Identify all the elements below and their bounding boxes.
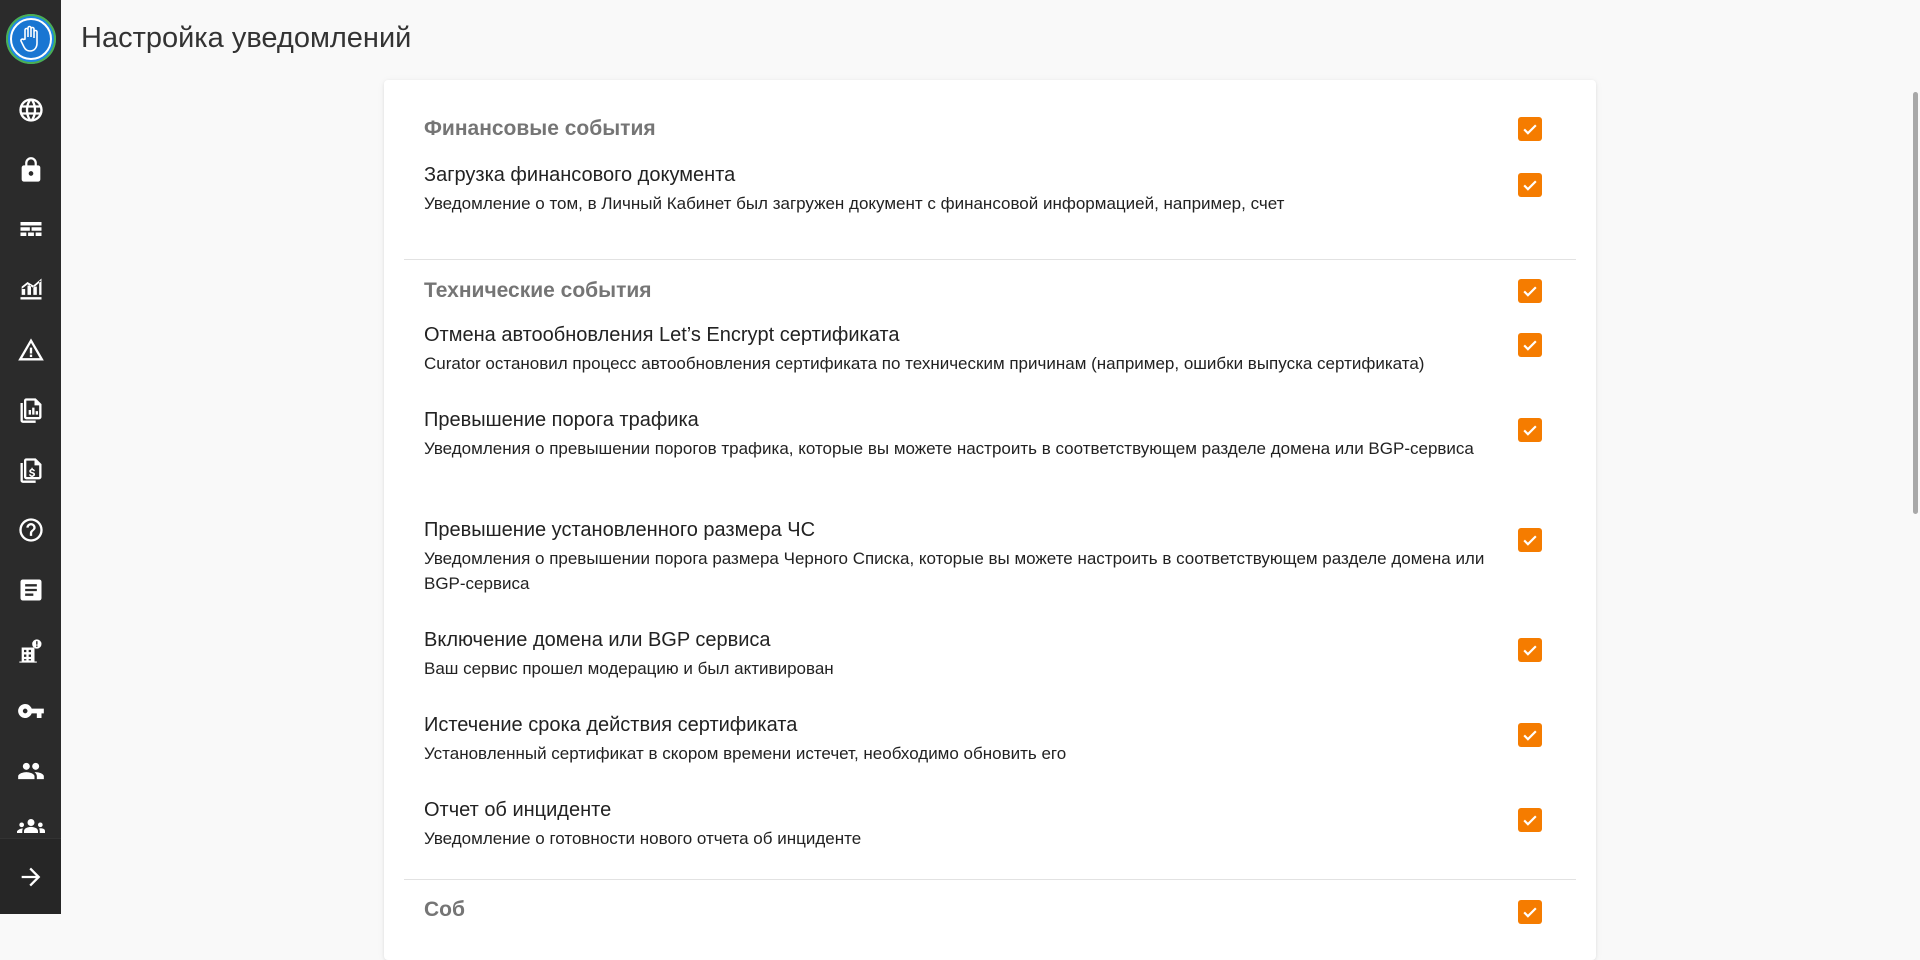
key-icon [17,697,45,725]
sidebar-item-globe[interactable] [0,80,61,140]
section-checkbox-technical[interactable] [1518,279,1542,303]
sidebar-item-users[interactable] [0,741,61,801]
sidebar-item-billing[interactable] [0,440,61,500]
sidebar-item-incidents[interactable] [0,320,61,380]
documents-icon [17,396,45,424]
list-item [404,322,1576,407]
section-financial [404,80,1576,260]
check-icon [1520,281,1540,301]
list-item [404,627,1576,712]
list-item [404,407,1576,517]
lock-icon [17,156,45,184]
sidebar-item-help[interactable] [0,500,61,560]
notification-settings-card [384,80,1596,960]
groups-icon [17,812,45,838]
page-scrollbar[interactable] [1910,0,1920,913]
list-item [404,712,1576,797]
check-icon [1520,640,1540,660]
item-description: Уведомления о превышении порога размера Черного Списка, которые вы можете настроить в соответствующем разделе домена или BGP-сервиса [424,549,1485,593]
item-description: Уведомление о готовности нового отчета об инциденте [424,829,862,848]
section-title: Соб [424,898,465,921]
sidebar-item-documents[interactable] [0,380,61,440]
check-icon [1520,175,1540,195]
sidebar-expand-button[interactable] [0,838,61,914]
check-icon [1520,335,1540,355]
item-description: Установленный сертификат в скором времени истечет, необходимо обновить его [424,744,1067,763]
section-title: Финансовые события [424,117,656,140]
sidebar-item-analytics[interactable] [0,259,61,319]
section-technical [404,260,1576,880]
sidebar-item-security[interactable] [0,140,61,200]
item-title: Превышение установленного размера ЧС [424,519,816,541]
globe-icon [17,96,45,124]
checkbox-letsencrypt[interactable] [1518,333,1542,357]
warning-icon [17,336,45,364]
section-checkbox-partial[interactable] [1518,900,1542,924]
sidebar [0,0,61,913]
checkbox-incident-report[interactable] [1518,808,1542,832]
section-title: Технические события [424,279,652,302]
sidebar-item-keys[interactable] [0,681,61,741]
sidebar-item-groups[interactable] [0,798,61,838]
section-checkbox-financial[interactable] [1518,117,1542,141]
checkbox-traffic-threshold[interactable] [1518,418,1542,442]
item-title: Включение домена или BGP сервиса [424,629,771,651]
list-item [404,797,1576,867]
item-description: Ваш сервис прошел модерацию и был активирован [424,659,834,678]
sidebar-item-organization[interactable] [0,621,61,681]
check-icon [1520,725,1540,745]
section-header [404,880,1576,942]
scrollbar-thumb[interactable] [1913,92,1918,514]
sidebar-item-firewall[interactable] [0,199,61,259]
item-title: Отчет об инциденте [424,799,612,821]
hand-logo-icon [10,18,52,60]
sidebar-item-articles[interactable] [0,560,61,620]
check-icon [1520,530,1540,550]
checkbox-service-enabled[interactable] [1518,638,1542,662]
billing-icon [17,456,45,484]
item-description: Уведомление о том, в Личный Кабинет был загружен документ с финансовой информацией, например, счет [424,194,1285,213]
check-icon [1520,810,1540,830]
check-icon [1520,119,1540,139]
page-title: Настройка уведомлений [81,22,412,54]
article-icon [17,576,45,604]
checkbox-blacklist-size[interactable] [1518,528,1542,552]
checkbox-certificate-expiry[interactable] [1518,723,1542,747]
check-icon [1520,420,1540,440]
building-alert-icon [17,637,45,665]
help-icon [17,516,45,544]
check-icon [1520,902,1540,922]
item-title: Загрузка финансового документа [424,164,736,186]
list-item [404,517,1576,627]
list-item [404,162,1576,247]
item-description: Curator остановил процесс автообновления сертификата по техническим причинам (например, ошибки выпуска сертификата) [424,354,1425,373]
item-description: Уведомления о превышении порогов трафика, которые вы можете настроить в соответствующем разделе домена или BGP-сервиса [424,439,1474,458]
item-title: Истечение срока действия сертификата [424,714,798,736]
users-icon [17,757,45,785]
firewall-icon [17,215,45,243]
logo[interactable] [6,14,56,64]
checkbox-financial-document[interactable] [1518,173,1542,197]
analytics-icon [17,275,45,303]
section-partial [404,880,1576,942]
item-title: Отмена автообновления Let’s Encrypt сертификата [424,324,900,346]
arrow-right-icon [17,863,45,891]
section-header [404,96,1576,162]
item-title: Превышение порога трафика [424,409,699,431]
section-header [404,260,1576,322]
